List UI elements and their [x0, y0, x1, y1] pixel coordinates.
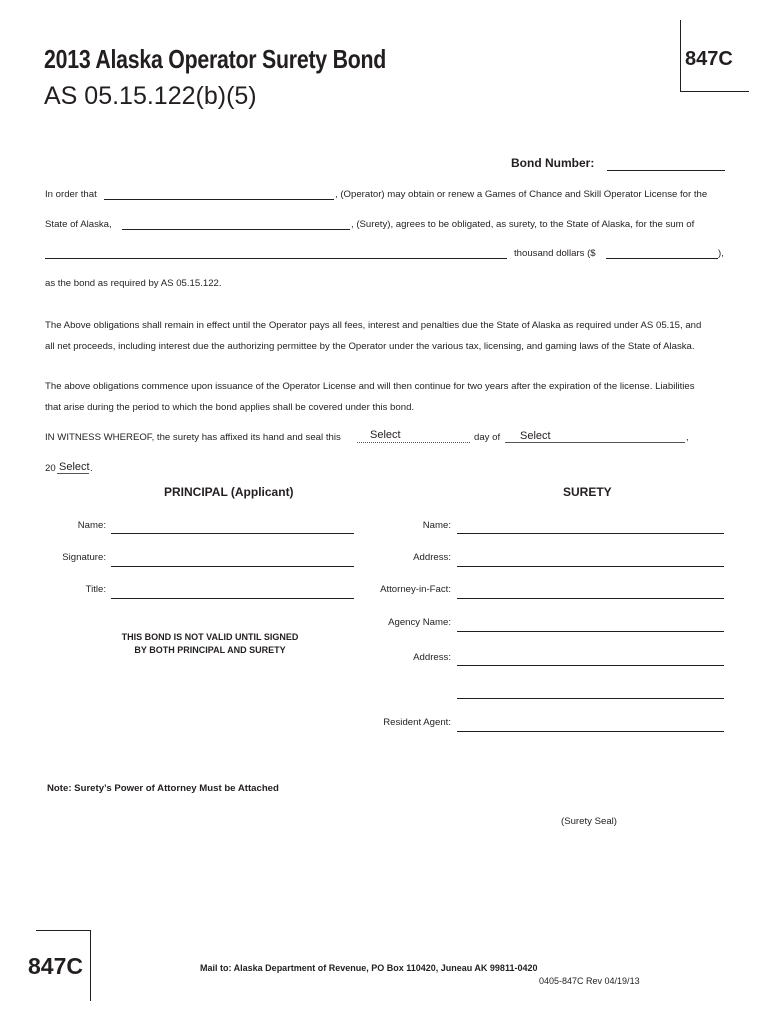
day-select[interactable]: Select [370, 429, 401, 441]
year-prefix: 20 [45, 463, 56, 474]
mail-to-address: Mail to: Alaska Department of Revenue, PO Box 110420, Juneau AK 99811-0420 [200, 963, 538, 973]
principal-title-label: Title: [85, 584, 106, 595]
surety-seal-label: (Surety Seal) [561, 816, 617, 827]
witness-text: IN WITNESS WHEREOF, the surety has affixed its hand and seal this [45, 432, 341, 443]
form-number-bottom: 847C [28, 953, 83, 979]
revision-info: 0405-847C Rev 04/19/13 [539, 976, 640, 986]
surety-address2-line2-field[interactable] [457, 698, 724, 699]
operator-field[interactable] [104, 199, 334, 200]
principal-heading: PRINCIPAL (Applicant) [164, 485, 294, 499]
surety-agency-field[interactable] [457, 631, 724, 632]
month-select[interactable]: Select [520, 430, 551, 442]
surety-heading: SURETY [563, 485, 612, 499]
principal-signature-label: Signature: [62, 552, 106, 563]
p3-end: ), [718, 248, 724, 259]
p6-line1: The above obligations commence upon issuance of the Operator License and will then continue for two years after the expiration of the license. Liabilities [45, 381, 695, 392]
witness-comma: , [686, 432, 689, 443]
principal-name-label: Name: [77, 520, 106, 531]
surety-address-field[interactable] [457, 566, 724, 567]
surety-address2-label: Address: [413, 652, 451, 663]
principal-signature-field[interactable] [111, 566, 354, 567]
amount-dollars-field[interactable] [606, 258, 718, 259]
form-title: 2013 Alaska Operator Surety Bond [44, 44, 387, 74]
p1-end: , (Operator) may obtain or renew a Games of Chance and Skill Operator License for the [335, 189, 708, 200]
year-underline [57, 473, 89, 474]
validity-notice-line1: THIS BOND IS NOT VALID UNTIL SIGNED [121, 632, 299, 642]
validity-notice-line2: BY BOTH PRINCIPAL AND SURETY [134, 645, 286, 655]
resident-agent-label: Resident Agent: [383, 717, 451, 728]
day-underline [357, 442, 470, 443]
surety-attorney-label: Attorney-in-Fact: [380, 584, 451, 595]
surety-name-field[interactable] [457, 533, 724, 534]
p1-start: In order that [45, 189, 97, 200]
form-number-top: 847C [685, 48, 733, 70]
amount-words-field[interactable] [45, 258, 507, 259]
month-underline [505, 442, 685, 443]
year-select[interactable]: Select [59, 461, 90, 473]
resident-agent-field[interactable] [457, 731, 724, 732]
year-suffix: . [90, 463, 93, 474]
witness-day-of: day of [474, 432, 501, 443]
bond-number-label: Bond Number: [511, 156, 595, 170]
p5-line1: The Above obligations shall remain in effect until the Operator pays all fees, interest and penalties due the State of Alaska as required under AS 05.15, and [45, 320, 702, 331]
p4-text: as the bond as required by AS 05.15.122. [45, 278, 222, 289]
surety-agency-label: Agency Name: [388, 617, 451, 628]
surety-address-label: Address: [413, 552, 451, 563]
surety-attorney-field[interactable] [457, 598, 724, 599]
surety-address2-field[interactable] [457, 665, 724, 666]
p2-end: , (Surety), agrees to be obligated, as surety, to the State of Alaska, for the sum of [351, 219, 695, 230]
p3-start: thousand dollars ($ [514, 248, 596, 259]
bond-number-field[interactable] [607, 170, 725, 171]
form-number-box-bottom [28, 930, 91, 1001]
p2-start: State of Alaska, [45, 219, 112, 230]
p6-line2: that arise during the period to which the bond applies shall be covered under this bond. [45, 402, 415, 413]
principal-name-field[interactable] [111, 533, 354, 534]
statute-reference: AS 05.15.122(b)(5) [44, 82, 257, 110]
form-number-box-top [680, 20, 749, 92]
surety-name-label: Name: [422, 520, 451, 531]
p5-line2: all net proceeds, including interest due the authorizing permittee by the Operator under the various tax, licensing, and gaming laws of the State of Alaska. [45, 341, 695, 352]
principal-title-field[interactable] [111, 598, 354, 599]
power-of-attorney-note: Note: Surety’s Power of Attorney Must be Attached [47, 783, 279, 794]
surety-field[interactable] [122, 229, 350, 230]
